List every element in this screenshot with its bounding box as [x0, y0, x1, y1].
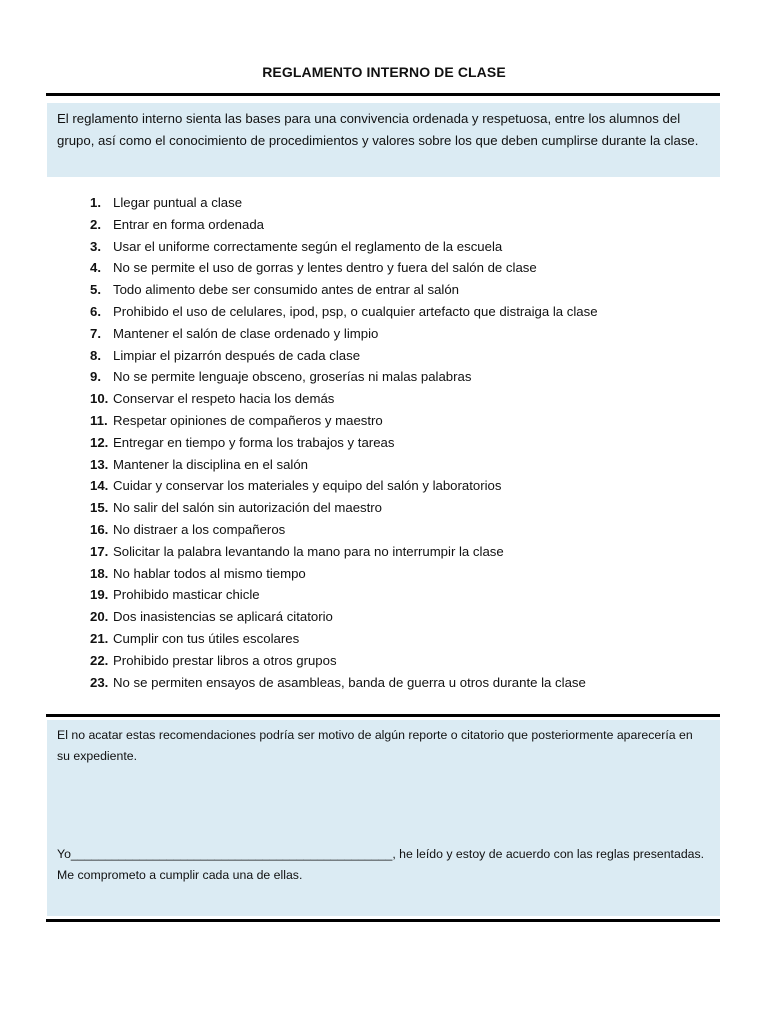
bottom-divider [46, 919, 720, 922]
rule-text: Mantener la disciplina en el salón [113, 456, 308, 472]
footer-box [47, 720, 720, 916]
rule-item [90, 584, 598, 606]
rule-number: 23. [90, 674, 109, 690]
rule-text: Usar el uniforme correctamente según el reglamento de la escuela [113, 238, 503, 254]
commitment-block [57, 844, 717, 886]
rule-text: No distraer a los compañeros [113, 521, 286, 537]
rule-number: 17. [90, 543, 109, 559]
middle-divider [46, 714, 720, 717]
rule-item [90, 454, 598, 476]
rule-number: 14. [90, 478, 109, 494]
rule-text: No se permiten ensayos de asambleas, banda de guerra u otros durante la clase [113, 674, 586, 690]
rule-number: 19. [90, 587, 109, 603]
rule-item [90, 628, 598, 650]
rule-number: 6. [90, 303, 101, 319]
rule-item [90, 257, 598, 279]
rules-list [90, 192, 598, 693]
rule-text: Entrar en forma ordenada [113, 216, 265, 232]
rule-number: 4. [90, 260, 101, 276]
rule-item [90, 345, 598, 367]
rule-number: 16. [90, 521, 109, 537]
rule-number: 15. [90, 500, 109, 516]
top-divider [46, 93, 720, 96]
rule-number: 20. [90, 609, 109, 625]
rule-text: Respetar opiniones de compañeros y maestro [113, 412, 383, 428]
rule-text: Prohibido masticar chicle [113, 587, 260, 603]
rule-item [90, 323, 598, 345]
rule-number: 5. [90, 282, 101, 298]
commitment-line-2: Me comprometo a cumplir cada una de ellas. [57, 868, 303, 882]
intro-text: El reglamento interno sienta las bases para una convivencia ordenada y respetuosa, entre los alumnos del grupo, así como el conocimiento de procedimientos y valores sobre los que deben cumplirse durante la clase. [57, 111, 699, 148]
rule-item [90, 672, 598, 694]
rule-number: 7. [90, 325, 101, 341]
rule-item [90, 192, 598, 214]
rule-text: Cuidar y conservar los materiales y equipo del salón y laboratorios [113, 478, 502, 494]
rule-item [90, 410, 598, 432]
rule-text: No hablar todos al mismo tiempo [113, 565, 306, 581]
rule-item [90, 236, 598, 258]
rule-item [90, 475, 598, 497]
rule-number: 9. [90, 369, 101, 385]
rule-item [90, 388, 598, 410]
rule-number: 1. [90, 195, 101, 210]
warning-text: El no acatar estas recomendaciones podría ser motivo de algún reporte o citatorio que posteriormente aparecería en su expediente. [57, 728, 693, 763]
rule-number: 10. [90, 391, 109, 407]
rule-text: No salir del salón sin autorización del maestro [113, 500, 383, 516]
rule-number: 12. [90, 434, 109, 450]
rule-number: 8. [90, 347, 101, 363]
rule-item [90, 214, 598, 236]
rule-item [90, 541, 598, 563]
intro-box [47, 103, 720, 177]
rule-item [90, 366, 598, 388]
rule-text: Todo alimento debe ser consumido antes de entrar al salón [113, 282, 460, 298]
rule-text: Cumplir con tus útiles escolares [113, 630, 300, 646]
rule-text: Prohibido prestar libros a otros grupos [113, 652, 337, 668]
rule-text: No se permite el uso de gorras y lentes dentro y fuera del salón de clase [113, 260, 537, 276]
rule-item [90, 497, 598, 519]
rule-number: 13. [90, 456, 109, 472]
rule-number: 18. [90, 565, 109, 581]
rule-number: 21. [90, 630, 109, 646]
rule-text: Entregar en tiempo y forma los trabajos y tareas [113, 434, 395, 450]
rule-item [90, 432, 598, 454]
rule-text: Solicitar la palabra levantando la mano para no interrumpir la clase [113, 543, 504, 559]
rule-item [90, 563, 598, 585]
rule-item [90, 606, 598, 628]
rule-text: Dos inasistencias se aplicará citatorio [113, 609, 333, 625]
rule-number: 2. [90, 216, 101, 232]
rule-number: 11. [90, 412, 108, 428]
rule-item [90, 650, 598, 672]
rule-text: Prohibido el uso de celulares, ipod, psp, o cualquier artefacto que distraiga la clase [113, 303, 598, 319]
rule-number: 22. [90, 652, 109, 668]
commitment-line-1: Yo_______________________________________________, he leído y estoy de acuerdo con las reglas presentadas. [57, 847, 705, 861]
rule-text: Conservar el respeto hacia los demás [113, 391, 335, 407]
page-title: REGLAMENTO INTERNO DE CLASE [262, 64, 506, 80]
rule-text: Mantener el salón de clase ordenado y limpio [113, 325, 379, 341]
rule-text: No se permite lenguaje obsceno, groserías ni malas palabras [113, 369, 472, 385]
rule-item [90, 301, 598, 323]
rule-text: Llegar puntual a clase [113, 195, 243, 210]
rule-item [90, 519, 598, 541]
rule-number: 3. [90, 238, 101, 254]
rule-item [90, 279, 598, 301]
rule-text: Limpiar el pizarrón después de cada clase [113, 347, 361, 363]
